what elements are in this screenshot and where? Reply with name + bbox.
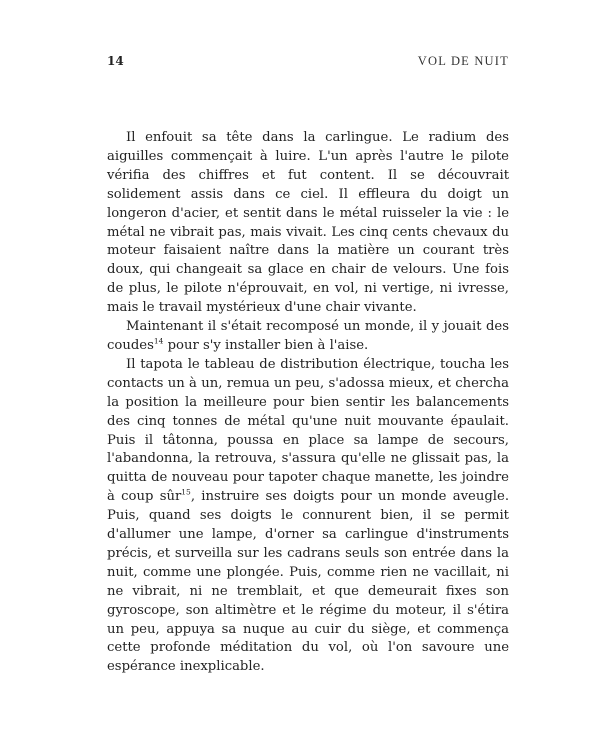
running-title: VOL DE NUIT (417, 54, 509, 68)
page-number: 14 (107, 54, 124, 68)
body-text (107, 129, 509, 677)
paragraph-1 (107, 129, 509, 318)
paragraph-1-text: Il enfouit sa tête dans la carlingue. Le radium des aiguilles commençait à luire. L'un après l'autre le pilote vérifia des chiffres et fut content. Il se découvrait solidement assis dans ce ciel. Il effleura du doigt un longeron d'acier, et sentit dans le métal ruisseler la vie : le métal ne vibrait pas, mais vivait. Les cinq cents chevaux du moteur faisaient naître dans la matière un courant très doux, qui changeait sa glace en chair de velours. Une fois de plus, le pilote n'éprouvait, en vol, ni vertige, ni ivresse, mais le travail mystérieux d'une chair vivante. (107, 130, 509, 316)
paragraph-2-text-a: Maintenant il s'était recomposé un monde, il y jouait des coudes (107, 319, 509, 353)
paragraph-2-text-b: pour s'y installer bien à l'aise. (163, 337, 369, 353)
footnote-marker-15[interactable]: 15 (181, 487, 191, 497)
footnote-marker-14[interactable]: 14 (153, 336, 164, 346)
paragraph-2 (107, 318, 509, 356)
paragraph-3-text-a: Il tapota le tableau de distribution électrique, toucha les contacts un à un, remua un peu, s'adossa mieux, et chercha la position la meilleure pour bien sentir les balancements des cinq tonnes de métal qu'une nuit mouvante épaulait. Puis il tâtonna, poussa en place sa lampe de secours, l'abandonna, la retrouva, s'assura qu'elle ne glissait pas, la quitta de nouveau pour tapoter chaque manette, les joindre à coup sûr (107, 356, 509, 505)
page-header (107, 54, 509, 72)
paragraph-3-text-b: , instruire ses doigts pour un monde aveugle. Puis, quand ses doigts le connurent bien, il se permit d'allumer une lampe, d'orner sa carlingue d'instruments précis, et surveilla sur les cadrans seuls son entrée dans la nuit, comme une plongée. Puis, comme rien ne vacillait, ni ne vibrait, ni ne tremblait, et que demeurait fixes son gyroscope, son altimètre et le régime du moteur, il s'étira un peu, appuya sa nuque au cuir du siège, et commença cette profonde méditation du vol, où l'on savoure une espérance inexplicable. (107, 489, 510, 675)
paragraph-3 (107, 356, 509, 677)
